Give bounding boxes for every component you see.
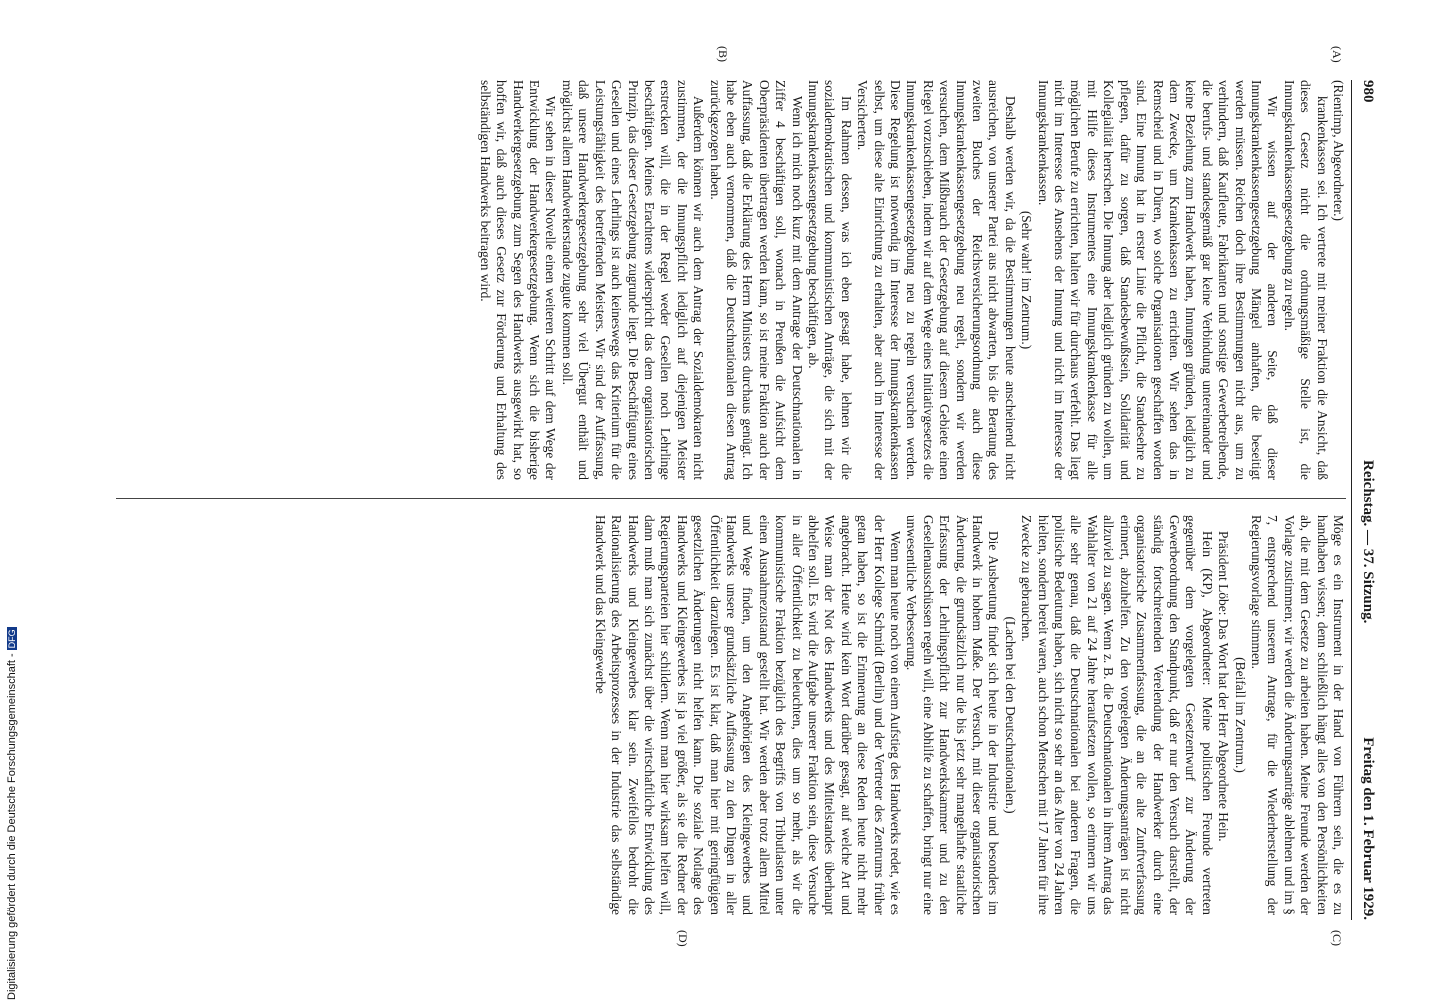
left-text-column bbox=[476, 80, 1346, 480]
margin-mark-d: (D) bbox=[676, 930, 690, 947]
paragraph: Wenn man heute noch von einem Aufstieg des Handwerks redet, wie es der Herr Kollege Schmidt (Berlin) und der Vertreter des Zentrums früher getan haben, so ist die Erinnerung an diese Reden heute nicht mehr angebracht. Heute wird kein Wort darüber gesagt, auf welche Art und Weise man der Not des Handwerks und des Mittelstandes überhaupt abhelfen soll. Es wird die Aufgabe unserer Fraktion sein, diese Versuche in aller Öffentlichkeit zu beleuchten, dies um so mehr, als wir die kommunistische Fraktion bezüglich des Begriffs von Tributlasten unter einen Ausnahmezustand gestellt hat. Wir werden aber trotz allem Mittel und Wege finden, um den Angehörigen des Kleingewerbes und Handwerks unsere grundsätzliche Auffassung zu den Dingen in aller Öffentlichkeit darzulegen. Es ist klar, daß man hier mit geringfügigen gesetzlichen Änderungen nicht helfen kann. Die soziale Notlage des Handwerks und Kleingewerbes ist ja viel größer, als sie die Redner der Regierungsparteien hier schildern. Wenn man hier wirksam helfen will, dann muß man sich zunächst über die wirtschaftliche Entwicklung des Handwerks und Kleingewerbes klar sein. Zweifellos bedroht die Rationalisierung des Arbeitsprozesses in der Industrie das selbständige Handwerk und das Kleingewerbe bbox=[592, 515, 904, 915]
paragraph: Wir wissen auf der anderen Seite, daß dieser Innungskrankenkassengesetzgebung Mängel anhaften, die beseitigt werden müssen. Reichen doch ihre Bestimmungen nicht aus, um zu verhindern, daß Kaufleute, Fabrikanten und sonstige Gewerbetreibende, die berufs- und standesgemäß gar keine Verbindung untereinander und keine Beziehung zum Handwerk haben, Innungen gründen, lediglich zu dem Zwecke, um Krankenkassen zu errichten. Wir sehen das in Remscheid und in Düren, wo solche Organisationen geschaffen worden sind. Eine Innung hat in erster Linie die Pflicht, die Standesehre zu pflegen, dafür zu sorgen, daß Standesbewußtsein, Solidarität und Kollegialität herrschen. Die Innung aber lediglich gründen zu wollen, um mit Hilfe dieses Instrumentes eine Innungskrankenkasse für alle möglichen Berufe zu errichten, halten wir für durchaus verfehlt. Das liegt nicht im Interesse des Ansehens der Innung und nicht im Interesse der Innungskrankenkassen. bbox=[1035, 80, 1281, 480]
stage-direction: (Sehr wahr! im Zentrum.) bbox=[1019, 210, 1035, 350]
paragraph: Präsident Löbe: Das Wort hat der Herr Abgeordnete Hein. bbox=[1216, 531, 1232, 842]
page-number: 980 bbox=[1360, 80, 1376, 103]
footer-text: Digitalisierung gefördert durch die Deutsche Forschungsgemeinschaft - bbox=[6, 653, 18, 1000]
paragraph: Wir sehen in dieser Novelle einen weiteren Schritt auf dem Wege der Entwicklung der Handwerkergesetzgebung. Wenn sich die bisherige Handwerkergesetzgebung zum Segen des Handwerks ausgewirkt hat, so hoffen wir, daß auch dieses Gesetz zur Förderung und Erhaltung des selbständigen Handwerks beitragen wird. bbox=[477, 80, 559, 480]
stage-direction: (Lachen bei den Deutschnationalen.) bbox=[1002, 616, 1018, 814]
margin-mark-b: (B) bbox=[716, 46, 730, 62]
page-header bbox=[1350, 80, 1380, 920]
paragraph: Möge es ein Instrument in der Hand von Führern sein, die es zu handhaben wissen; denn schließlich hängt alles von den Persönlichkeiten ab, die mit dem Gesetze zu arbeiten haben. Meine Freunde werden der Vorlage zustimmen; wir werden die Änderungsanträge ablehnen und im § 7, entsprechend unserem Antrage, für die Wiederherstellung der Regierungsvorlage stimmen. bbox=[1248, 515, 1346, 915]
session-date: Freitag den 1. Februar 1929. bbox=[1360, 737, 1376, 920]
paragraph: Außerdem können wir auch dem Antrag der Sozialdemokraten nicht zustimmen, der die Innungspflicht lediglich auf diejenigen Meister erstrecken will, die in der Regel weder Gesellen noch Lehrlinge beschäftigen. Meines Erachtens widerspricht das dem organisatorischen Prinzip, das dieser Gesetzgebung zugrunde liegt. Die Beschäftigung eines Gesellen und eines Lehrlings ist auch keineswegs das Kriterium für die Leistungsfähigkeit des betreffenden Meisters. Wir sind der Auffassung, daß unsere Handwerkergesetzgebung sehr viel Übergut enthält und möglichst allem Handwerkerstande zugute kommen soll. bbox=[559, 80, 707, 480]
paragraph: krankenkassen sei. Ich vertrete mit meiner Fraktion die Ansicht, daß dieses Gesetz nicht die ordnungsmäßige Stelle ist, die Innungskrankenkassengesetzgebung zu regeln. bbox=[1281, 80, 1330, 480]
margin-mark-c: (C) bbox=[1330, 930, 1344, 946]
stage-direction: (Beifall im Zentrum.) bbox=[1232, 657, 1248, 773]
paragraph: Die Ausbeutung findet sich heute in der Industrie und besonders im Handwerk in hohem Maße. Der Versuch, mit dieser organisatorischen Änderung, die grundsätzlich nur die bis jetzt sehr mangelhafte staatliche Erfassung der Lehrlingspflicht zur Handwerkskammer und zu den Gesellenausschüssen regeln will, eine Abhilfe zu schaffen, bringt nur eine unwesentliche Verbesserung. bbox=[904, 515, 1002, 915]
running-title: Reichstag. — 37. Sitzung. bbox=[1360, 460, 1376, 624]
rotated-document-page bbox=[80, 46, 1380, 947]
paragraph: Wenn ich mich noch kurz mit dem Antrage der Deutschnationalen in Ziffer 4 beschäftigen soll, wonach in Preußen die Aufsicht dem Oberpräsidenten übertragen werden kann, so ist meine Fraktion auch der Auffassung, daß die Erklärung des Herrn Ministers durchaus genügt. Ich habe eben auch vernommen, daß die Deutschnationalen diesen Antrag zurückgezogen haben. bbox=[707, 80, 805, 480]
paragraph: Im Rahmen dessen, was ich eben gesagt habe, lehnen wir die sozialdemokratischen und kommunistischen Anträge, die sich mit der Innungskrankenkassengesetzgebung beschäftigen, ab. bbox=[806, 80, 854, 480]
paragraph: Hein (KP), Abgeordneter: Meine politischen Freunde vertreten gegenüber dem vorgelegten Gesetzentwurf zur Änderung der Gewerbeordnung den Standpunkt, daß er nur den Versuch darstellt, der ständig fortschreitenden Verelendung der Handwerker durch eine organisatorische Zusammenfassung, die an die alte Zunftverfassung erinnert, abzuhelfen. Zu den vorgelegten Änderungsanträgen ist nicht allzuviel zu sagen. Wenn z. B. die Deutschnationalen in ihrem Antrag das Wahlalter von 21 auf 24 Jahre heraufsetzen wollen, so erinnern wir uns alle sehr genau, daß die Deutschnationalen bei anderen Fragen, die politische Bedeutung haben, sich nicht so sehr an das Alter von 24 Jahren hielten, sondern bereit waren, auch schon Menschen mit 17 Jahren für ihre Zwecke zu gebrauchen. bbox=[1019, 515, 1215, 915]
header-rule bbox=[1351, 80, 1352, 920]
digitization-footer bbox=[6, 627, 18, 1000]
paragraph: Deshalb werden wir, da die Bestimmungen heute anscheinend nicht ausreichen, von unserer Partei aus nicht abwarten, bis die Beratung des zweiten Buches der Reichsversicherungsordnung auch diese Innungskrankenkassengesetzgebung neu regelt, sondern wir werden versuchen, dem Mißbrauch der Gesetzgebung auf diesem Gebiete einen Riegel vorzuschieben, indem wir auf dem Wege eines Initiativgesetzes die Innungskrankenkassengesetzgebung neu zu regeln versuchen werden. Diese Regelung ist notwendig im Interesse der Innungskrankenkassen selbst, um diese alte Einrichtung zu erhalten, aber auch im Interesse der Versicherten. bbox=[855, 80, 1018, 480]
right-text-column bbox=[591, 515, 1346, 915]
column-separator bbox=[116, 498, 1346, 499]
dfg-logo: DFG bbox=[7, 629, 17, 649]
paragraph: (Rientimp, Abgeordneter.) bbox=[1331, 80, 1346, 221]
margin-mark-a: (A) bbox=[1330, 46, 1344, 63]
